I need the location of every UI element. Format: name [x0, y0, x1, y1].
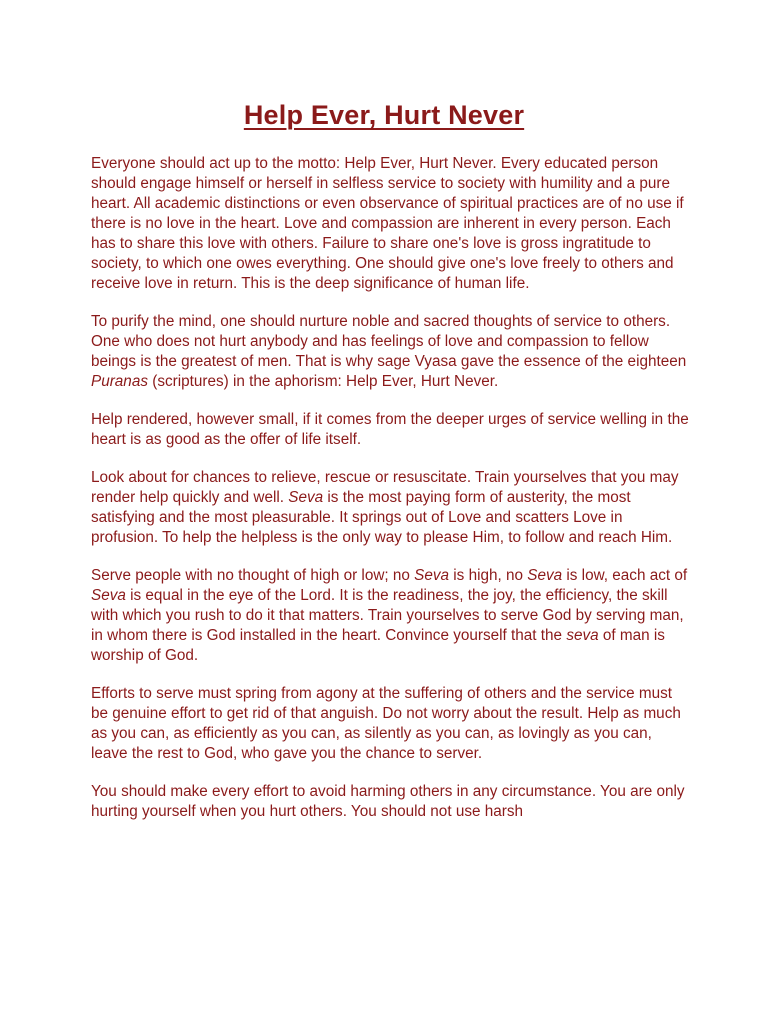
italic-term: Seva	[91, 587, 126, 604]
italic-term: Seva	[414, 567, 450, 584]
paragraph-5	[91, 566, 691, 666]
text-run: is equal in the eye of the Lord. It is the readiness, the joy, the efficiency, the skill with which you rush to do it that matters. Train yourselves to serve God by serving man, in whom there is God installed in the heart. Convince yourself that the	[91, 587, 684, 644]
text-run: is the most paying form of austerity, the most satisfying and the most pleasurable. It springs out of Love and scatters Love in profusion. To help the helpless is the only way to please Him, to follow and reach Him.	[91, 489, 673, 546]
text-run: Look about for chances to relieve, rescue or resuscitate. Train yourselves that you may render help quickly and well.	[91, 469, 679, 506]
text-run: is low, each act of	[562, 567, 688, 584]
paragraph-6	[91, 684, 691, 764]
text-run: Efforts to serve must spring from agony at the suffering of others and the service must be genuine effort to get rid of that anguish. Do not worry about the result. Help as much as you can, as efficiently as you can, as silently as you can, as lovingly as you can, leave the rest to God, who gave you the chance to server.	[91, 685, 681, 762]
document-body	[91, 154, 691, 840]
paragraph-4	[91, 468, 691, 548]
paragraph-1	[91, 154, 691, 294]
italic-term: Seva	[288, 489, 324, 506]
italic-term: Puranas	[91, 373, 148, 390]
paragraph-7	[91, 782, 691, 822]
italic-term: seva	[566, 627, 599, 644]
text-run: Serve people with no thought of high or low; no	[91, 567, 415, 584]
paragraph-3	[91, 410, 691, 450]
text-run: You should make every effort to avoid harming others in any circumstance. You are only hurting yourself when you hurt others. You should not use harsh	[91, 783, 685, 820]
text-run: is high, no	[449, 567, 528, 584]
page-title: Help Ever, Hurt Never	[243, 100, 525, 130]
text-run: To purify the mind, one should nurture noble and sacred thoughts of service to others. One who does not hurt anybody and has feelings of love and compassion to fellow beings is the greatest of men. That is why sage Vyasa gave the essence of the eighteen	[91, 313, 687, 370]
text-run: Everyone should act up to the motto: Help Ever, Hurt Never. Every educated person should engage himself or herself in selfless service to society with humility and a pure heart. All academic distinctions or even observance of spiritual practices are of no use if there is no love in the heart. Love and compassion are inherent in every person. Each has to share this love with others. Failure to share one's love is gross ingratitude to society, to which one owes everything. One should give one's love freely to others and receive love in return. This is the deep significance of human life.	[91, 155, 684, 292]
italic-term: Seva	[527, 567, 563, 584]
text-run: of man is worship of God.	[91, 627, 665, 664]
text-run: Help rendered, however small, if it comes from the deeper urges of service welling in the heart is as good as the offer of life itself.	[91, 411, 689, 448]
text-run: (scriptures) in the aphorism: Help Ever, Hurt Never.	[147, 373, 499, 390]
paragraph-2	[91, 312, 691, 392]
